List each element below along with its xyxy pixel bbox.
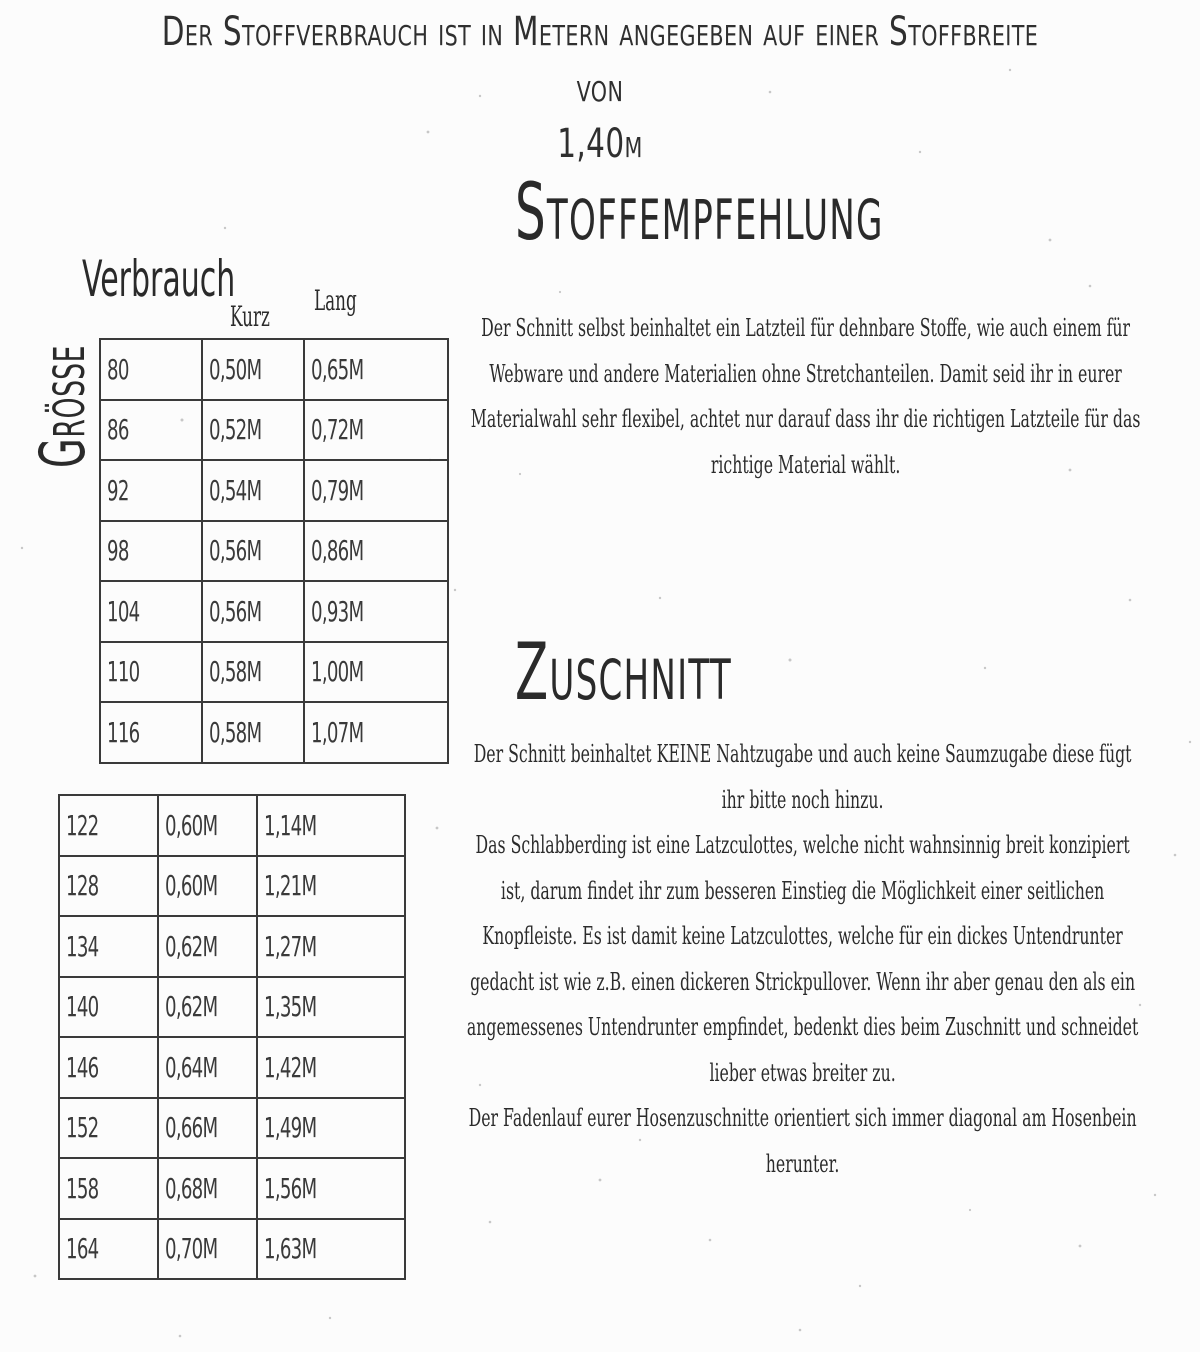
zuschnitt-text-block bbox=[462, 732, 1150, 1187]
column-label-lang: Lang bbox=[314, 284, 357, 317]
zuschnitt-paragraph-seam: Der Schnitt beinhaltet KEINE Nahtzugabe und auch keine Saumzugabe diese fügt ihr bitte noch hinzu. bbox=[473, 740, 1132, 814]
zuschnitt-heading: Zuschnitt bbox=[515, 628, 732, 718]
kurz-cell: 0,56M bbox=[202, 581, 304, 642]
zuschnitt-paragraph-grain: Der Fadenlauf eurer Hosenzuschnitte orientiert sich immer diagonal am Hosenbein herunter. bbox=[468, 1104, 1137, 1178]
lang-cell: 1,35M bbox=[257, 977, 405, 1038]
lang-cell: 0,65M bbox=[304, 339, 448, 400]
lang-cell: 1,42M bbox=[257, 1037, 405, 1098]
lang-cell: 1,00M bbox=[304, 642, 448, 703]
table-row bbox=[59, 977, 405, 1038]
size-cell: 152 bbox=[59, 1098, 158, 1159]
table-row bbox=[59, 1037, 405, 1098]
kurz-cell: 0,50M bbox=[202, 339, 304, 400]
kurz-cell: 0,64M bbox=[158, 1037, 257, 1098]
table-row bbox=[59, 1158, 405, 1219]
size-cell: 140 bbox=[59, 977, 158, 1038]
kurz-cell: 0,52M bbox=[202, 400, 304, 461]
size-cell: 92 bbox=[100, 460, 202, 521]
kurz-cell: 0,66M bbox=[158, 1098, 257, 1159]
lang-cell: 0,72M bbox=[304, 400, 448, 461]
size-cell: 80 bbox=[100, 339, 202, 400]
size-cell: 122 bbox=[59, 795, 158, 856]
stoffempfehlung-text-block bbox=[465, 306, 1147, 488]
table-row bbox=[59, 856, 405, 917]
lang-cell: 1,56M bbox=[257, 1158, 405, 1219]
kurz-cell: 0,58M bbox=[202, 642, 304, 703]
kurz-cell: 0,60M bbox=[158, 856, 257, 917]
size-cell: 134 bbox=[59, 916, 158, 977]
table-row bbox=[100, 339, 448, 400]
lang-cell: 1,63M bbox=[257, 1219, 405, 1280]
verbrauch-heading: Verbrauch bbox=[82, 250, 236, 308]
lang-cell: 0,86M bbox=[304, 521, 448, 582]
kurz-cell: 0,68M bbox=[158, 1158, 257, 1219]
kurz-cell: 0,56M bbox=[202, 521, 304, 582]
kurz-cell: 0,54M bbox=[202, 460, 304, 521]
kurz-cell: 0,62M bbox=[158, 916, 257, 977]
lang-cell: 0,79M bbox=[304, 460, 448, 521]
stoffempfehlung-heading: Stoffempfehlung bbox=[515, 168, 884, 258]
table-row bbox=[100, 521, 448, 582]
size-cell: 146 bbox=[59, 1037, 158, 1098]
table-row bbox=[100, 400, 448, 461]
fabric-consumption-note-line2: 1,40m bbox=[557, 121, 643, 167]
consumption-table-top bbox=[99, 338, 449, 764]
table-row bbox=[59, 916, 405, 977]
stoffempfehlung-paragraph: Der Schnitt selbst beinhaltet ein Latzteil für dehnbare Stoffe, wie auch einem für Webware und andere Materialien ohne Stretchanteilen. Damit seid ihr in eurer Materialwahl sehr flexibel, achtet nur darauf dass ihr die richtigen Latzteile für das richtige Material wählt. bbox=[470, 314, 1141, 479]
table-row bbox=[59, 1219, 405, 1280]
table-row bbox=[100, 460, 448, 521]
kurz-cell: 0,60M bbox=[158, 795, 257, 856]
lang-cell: 0,93M bbox=[304, 581, 448, 642]
fabric-consumption-note bbox=[141, 4, 1059, 172]
size-cell: 128 bbox=[59, 856, 158, 917]
size-cell: 116 bbox=[100, 702, 202, 763]
size-cell: 110 bbox=[100, 642, 202, 703]
table-row bbox=[59, 1098, 405, 1159]
kurz-cell: 0,62M bbox=[158, 977, 257, 1038]
table-row bbox=[59, 795, 405, 856]
lang-cell: 1,27M bbox=[257, 916, 405, 977]
size-cell: 164 bbox=[59, 1219, 158, 1280]
lang-cell: 1,14M bbox=[257, 795, 405, 856]
consumption-table-bottom bbox=[58, 794, 406, 1280]
zuschnitt-paragraph-fit: Das Schlabberding ist eine Latzculottes, welche nicht wahnsinnig breit konzipiert ist, darum findet ihr zum besseren Einstieg die Möglichkeit einer seitlichen Knopfleiste. Es ist damit keine Latzculottes, welche für ein dickes Untendrunter gedacht ist wie z.B. einen dickeren Strickpullover. Wenn ihr aber genau den als ein angemessenes Untendrunter empfindet, bedenkt dies beim Zuschnitt und schneidet lieber etwas breiter zu. bbox=[466, 831, 1139, 1087]
table-row bbox=[100, 581, 448, 642]
kurz-cell: 0,70M bbox=[158, 1219, 257, 1280]
size-cell: 98 bbox=[100, 521, 202, 582]
column-label-kurz: Kurz bbox=[230, 300, 270, 333]
lang-cell: 1,21M bbox=[257, 856, 405, 917]
size-cell: 86 bbox=[100, 400, 202, 461]
table-row bbox=[100, 702, 448, 763]
lang-cell: 1,49M bbox=[257, 1098, 405, 1159]
size-cell: 158 bbox=[59, 1158, 158, 1219]
kurz-cell: 0,58M bbox=[202, 702, 304, 763]
lang-cell: 1,07M bbox=[304, 702, 448, 763]
table-row bbox=[100, 642, 448, 703]
fabric-consumption-note-line1: Der Stoffverbrauch ist in Metern angegeben auf einer Stoffbreite von bbox=[161, 9, 1039, 111]
size-cell: 104 bbox=[100, 581, 202, 642]
groesse-axis-label: Größe bbox=[26, 344, 99, 468]
